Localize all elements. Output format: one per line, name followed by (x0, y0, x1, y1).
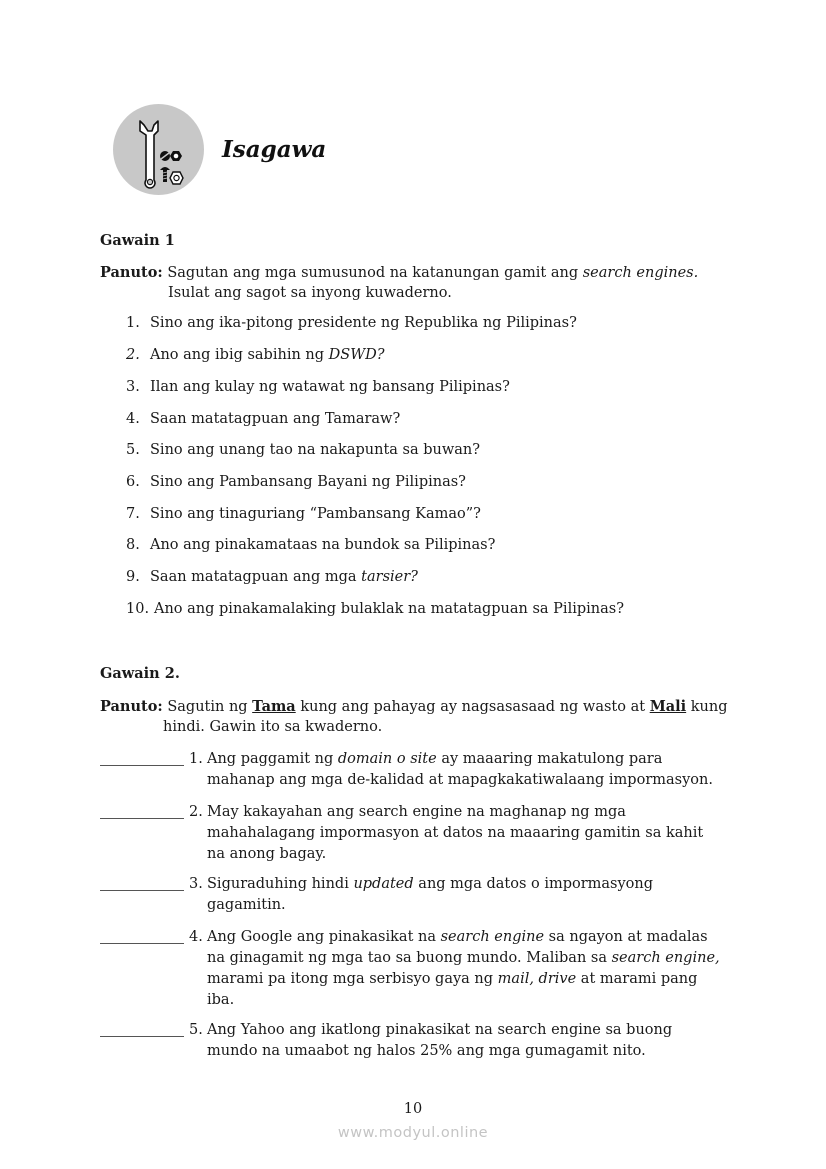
answer-blank-3[interactable] (100, 890, 184, 891)
statement-item: 2. May kakayahan ang search engine na maghanap ng mga mahahalagang impormasyon at datos na maaaring gamitin sa kahit na anong bagay. (189, 804, 704, 862)
answer-blank-1[interactable] (100, 765, 184, 766)
statement-item: 4. Ang Google ang pinakasikat na search engine sa ngayon at madalas na ginagamit ng mga tao sa buong mundo. Maliban sa search engine, marami pa itong mga serbisyo gaya ng mail, drive at marami pang iba. (189, 929, 720, 1008)
question-item: 5. Sino ang unang tao na nakapunta sa buwan? (126, 442, 481, 458)
question-item: 8. Ano ang pinakamataas na bundok sa Pilipinas? (126, 537, 496, 553)
answer-blank-2[interactable] (100, 818, 184, 819)
gawain-2-instructions: Panuto: Sagutin ng Tama kung ang pahayag ay nagsasasaad ng wasto at Mali kung (100, 698, 728, 715)
panuto-label: Panuto: (100, 698, 163, 715)
answer-blank-4[interactable] (100, 943, 184, 944)
statement-item: 1. Ang paggamit ng domain o site ay maaaring makatulong para mahanap ang mga de-kalidad at mapagkakatiwalaang impormasyon. (189, 751, 713, 788)
mali-keyword: Mali (649, 698, 687, 715)
tama-keyword: Tama (252, 698, 296, 715)
question-item: 2. Ano ang ibig sabihin ng DSWD? (126, 347, 385, 363)
statement-item: 5. Ang Yahoo ang ikatlong pinakasikat na search engine sa buong mundo na umaabot ng halos 25% ang mga gumagamit nito. (189, 1022, 673, 1059)
page-number: 10 (403, 1101, 423, 1117)
answer-blank-5[interactable] (100, 1036, 184, 1037)
question-item: 3. Ilan ang kulay ng watawat ng bansang Pilipinas? (126, 379, 510, 395)
instruction-emphasis: search engines. (582, 265, 699, 281)
question-item: 6. Sino ang Pambansang Bayani ng Pilipinas? (126, 474, 466, 490)
question-item: 1. Sino ang ika-pitong presidente ng Republika ng Pilipinas? (126, 315, 577, 331)
gawain-1-instructions-line2: Isulat ang sagot sa inyong kuwaderno. (168, 285, 452, 301)
question-item: 9. Saan matatagpuan ang mga tarsier? (126, 569, 418, 585)
gawain-2-heading: Gawain 2. (100, 665, 180, 682)
statement-item: 3. Siguraduhing hindi updated ang mga datos o impormasyong gagamitin. (189, 876, 654, 913)
wrench-and-bolts-icon (113, 104, 204, 195)
gawain-1-heading: Gawain 1 (100, 232, 175, 249)
instruction-text: Sagutan ang mga sumusunod na katanungan gamit ang (167, 265, 583, 281)
gawain-2-instructions-line2: hindi. Gawin ito sa kwaderno. (163, 719, 383, 735)
panuto-label: Panuto: (100, 264, 163, 281)
section-title: Isagawa (222, 136, 327, 163)
gawain-1-instructions (100, 262, 698, 284)
question-item: 10. Ano ang pinakamalaking bulaklak na matatagpuan sa Pilipinas? (126, 601, 624, 617)
question-item: 4. Saan matatagpuan ang Tamaraw? (126, 411, 401, 427)
question-item: 7. Sino ang tinaguriang “Pambansang Kamao”? (126, 506, 481, 522)
watermark: www.modyul.online (337, 1125, 489, 1141)
